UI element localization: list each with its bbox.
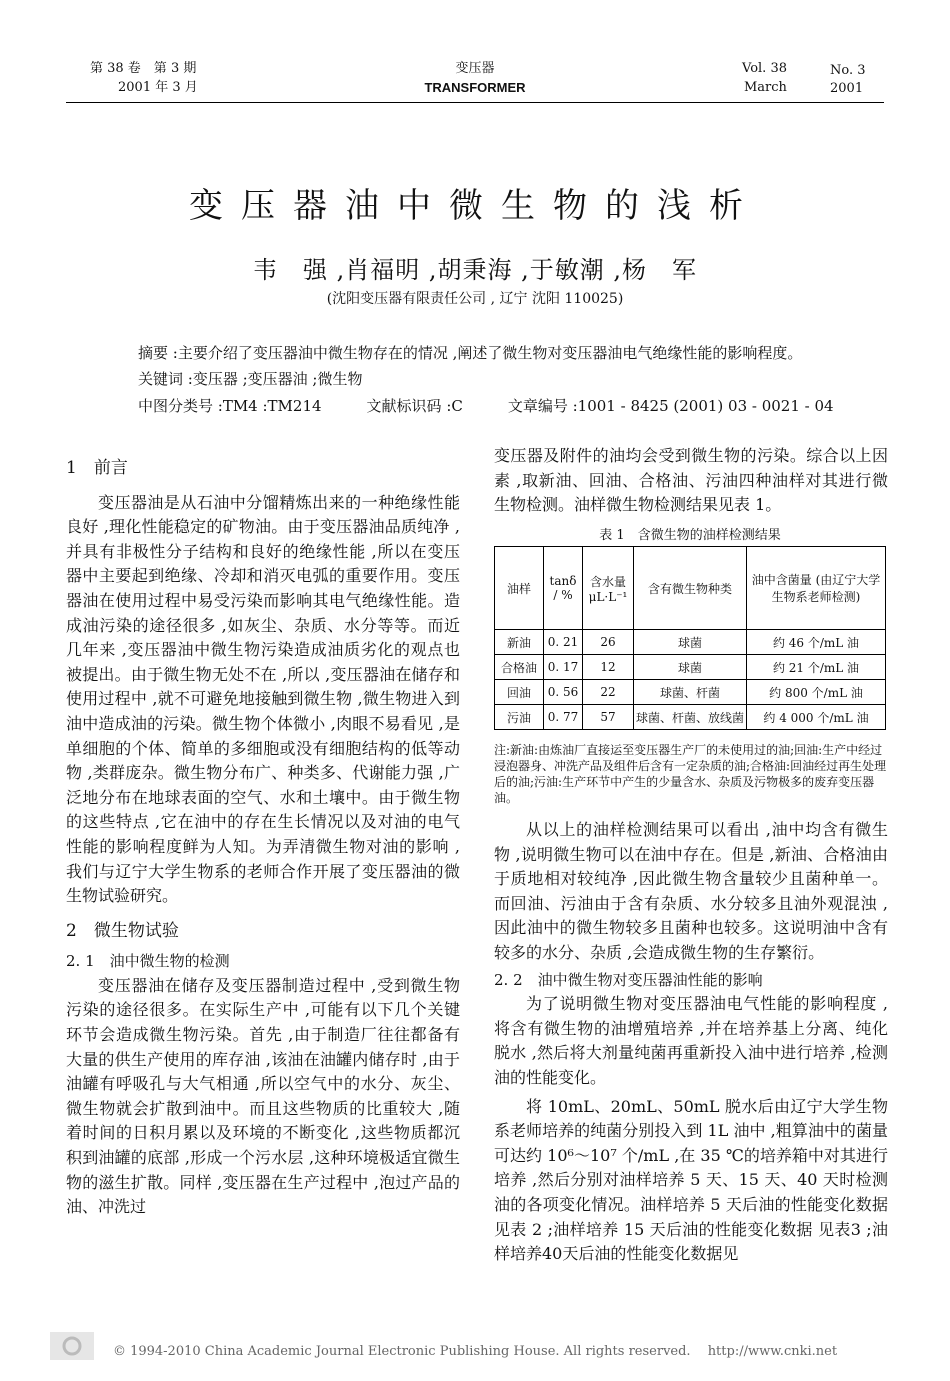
paragraph-influence: 为了说明微生物对变压器油电气性能的影响程度 ,将含有微生物的油增殖培养 ,并在培养基上分离、纯化脱水 ,然后将大剂量纯菌再重新投入油中进行培养 ,检测油的性能变化。 — [494, 994, 888, 1087]
table-cell: 合格油 — [495, 655, 544, 680]
article-affiliation: (沈阳变压器有限责任公司 , 辽宁 沈阳 110025) — [326, 291, 624, 307]
table-cell: 22 — [583, 680, 634, 705]
right-column-top — [494, 444, 888, 518]
left-column — [66, 456, 460, 1220]
header-issue-en: No. 3 — [830, 63, 866, 78]
table-cell: 新油 — [495, 630, 544, 655]
table-cell: 26 — [583, 630, 634, 655]
table-oil-samples — [494, 546, 886, 730]
table-cell: 0. 17 — [544, 655, 583, 680]
table-row — [495, 630, 886, 655]
header-journal-en: TRANSFORMER — [424, 80, 526, 95]
table-header-cell: 油样 — [495, 547, 544, 630]
paragraph-intro: 变压器油是从石油中分馏精炼出来的一种绝缘性能良好 ,理化性能稳定的矿物油。由于变压器油品质纯净 ,并具有非极性分子结构和良好的绝缘性能 ,所以在变压器中主要起到绝缘、冷却和消灭电弧的重要作用。变压器油在使用过程中易受污染而影响其电气绝缘性能。造成油污染的途径很多 ,如灰尘、杂质、水分等等。而近几年来 ,变压器油中微生物污染造成油质劣化的观点也被提出。由于微生物无处不在 ,所以 ,变压器油在储存和使用过程中 ,就不可避免地接触到微生物 ,微生物进入到油中造成油的污染。微生物个体微小 ,肉眼不易看见 ,是单细胞的个体、简单的多细胞或没有细胞结构的低等动物 ,类群庞杂。微生物分布广、种类多、代谢能力强 ,广泛地分布在地球表面的空气、水和土壤中。由于微生物的这些特点 ,它在油中的存在生长情况以及对油的电气性能的影响程度鲜为人知。为弄清微生物对油的影响 ,我们与辽宁大学生物系的老师合作开展了变压器油的微生物试验研究。 — [66, 492, 460, 906]
paragraph-results: 从以上的油样检测结果可以看出 ,油中均含有微生物 ,说明微生物可以在油中存在。但是 ,新油、合格油由于质地相对较纯净 ,因此微生物含量较少且菌种单一。而回油、污油由于含有杂质、水分较多且油外观混浊 ,因此油中的微生物较多且菌种也较多。这说明油中含有较多的水分、杂质 ,会造成微生物的生存繁衍。 — [494, 820, 888, 962]
table-cell: 57 — [583, 705, 634, 730]
header-volume-en: Vol. 38 — [742, 61, 787, 76]
article-authors: 韦 强 ,肖福明 ,胡秉海 ,于敏潮 ,杨 军 — [252, 256, 698, 284]
header-year-en: 2001 — [830, 81, 864, 96]
paragraph-continued: 变压器及附件的油均会受到微生物的污染。综合以上因素 ,取新油、回油、合格油、污油四种油样对其进行微生物检测。油样微生物检测结果见表 1。 — [494, 446, 888, 515]
table-cell: 0. 77 — [544, 705, 583, 730]
table-cell: 球菌 — [634, 655, 747, 680]
table-cell: 约 46 个/mL 油 — [747, 630, 886, 655]
paragraph-detection: 变压器油在储存及变压器制造过程中 ,受到微生物污染的途径很多。在实际生产中 ,可能有以下几个关键环节会造成微生物污染。首先 ,由于制造厂往往都备有大量的供生产使用的库存油 ,该油在油罐内储存时 ,由于油罐有呼吸孔与大气相通 ,所以空气中的水分、灰尘、微生物就会扩散到油中。而且这些物质的比重较大 ,随着时间的日积月累以及环境的不断变化 ,这些物质都沉积到油罐的底部 ,形成一个污水层 ,这种环境极适宜微生物的滋生扩散。同样 ,变压器在生产过程中 ,泡过产品的油、冲洗过 — [66, 975, 460, 1217]
table-row — [495, 680, 886, 705]
table-cell: 污油 — [495, 705, 544, 730]
right-column-bottom — [494, 818, 888, 1267]
table-caption: 表 1 含微生物的油样检测结果 — [599, 528, 781, 543]
table-header-cell: 含水量 μL·L⁻¹ — [583, 547, 634, 630]
table-row — [495, 655, 886, 680]
table-cell: 12 — [583, 655, 634, 680]
table-header-cell: 含有微生物种类 — [634, 547, 747, 630]
table-cell: 0. 56 — [544, 680, 583, 705]
table-cell: 约 800 个/mL 油 — [747, 680, 886, 705]
copyright-footer: © 1994-2010 China Academic Journal Electronic Publishing House. All rights reserved. http://www.cnki.net — [112, 1344, 838, 1359]
table-header-row — [495, 547, 886, 630]
table-cell: 约 21 个/mL 油 — [747, 655, 886, 680]
header-date-cn: 2001 年 3 月 — [118, 80, 198, 95]
article-title: 变压器油中微生物的浅析 — [189, 186, 761, 226]
header-volume-cn: 第 38 卷 第 3 期 — [90, 61, 197, 76]
table-cell: 约 4 000 个/mL 油 — [747, 705, 886, 730]
header-rule — [66, 102, 884, 103]
paragraph-experiment: 将 10mL、20mL、50mL 脱水后由辽宁大学生物系老师培养的纯菌分别投入到 1L 油中 ,粗算油中的菌量可达约 10⁶～10⁷ 个/mL ,在 35 ℃的培养箱中对其进行培养 ,然后分别对油样培养 5 天、15 天、40 天时检测油的各项变化情况。油样培养 5 天后油的性能变化数据见表 2 ;油样培养 15 天后油的性能变化数据 见表3 ;油样培养40天后油的性能变化数据见 — [494, 1096, 888, 1264]
header-month-en: March — [744, 80, 787, 95]
table-cell: 回油 — [495, 680, 544, 705]
header-journal-cn: 变压器 — [455, 61, 495, 76]
section-heading-2: 2 微生物试验 — [66, 920, 179, 941]
abstract: 摘要 :主要介绍了变压器油中微生物存在的情况 ,阐述了微生物对变压器油电气绝缘性能的影响程度。 — [138, 344, 803, 362]
subsection-heading-2-1: 2. 1 油中微生物的检测 — [66, 952, 230, 971]
table-cell: 球菌、杆菌、放线菌 — [634, 705, 747, 730]
keywords: 关键词 :变压器 ;变压器油 ;微生物 — [138, 370, 363, 388]
table-header-cell: 油中含菌量 (由辽宁大学生物系老师检测) — [747, 547, 886, 630]
classification: 中图分类号 :TM4 :TM214 文献标识码 :C 文章编号 :1001 - 8425 (2001) 03 - 0021 - 04 — [138, 397, 834, 415]
table-cell: 球菌、杆菌 — [634, 680, 747, 705]
table-cell: 0. 21 — [544, 630, 583, 655]
table-row — [495, 705, 886, 730]
subsection-heading-2-2: 2. 2 油中微生物对变压器油性能的影响 — [494, 970, 763, 989]
table-header-cell: tanδ / % — [544, 547, 583, 630]
table-cell: 球菌 — [634, 630, 747, 655]
section-heading-1: 1 前言 — [66, 458, 128, 478]
table-note: 注:新油:由炼油厂直接运至变压器生产厂的未使用过的油;回油:生产中经过浸泡器身、冲洗产品及组件后含有一定杂质的油;合格油:回油经过再生处理后的油;污油:生产环节中产生的少量含水、杂质及污物极多的废弃变压器油。 — [494, 743, 887, 805]
